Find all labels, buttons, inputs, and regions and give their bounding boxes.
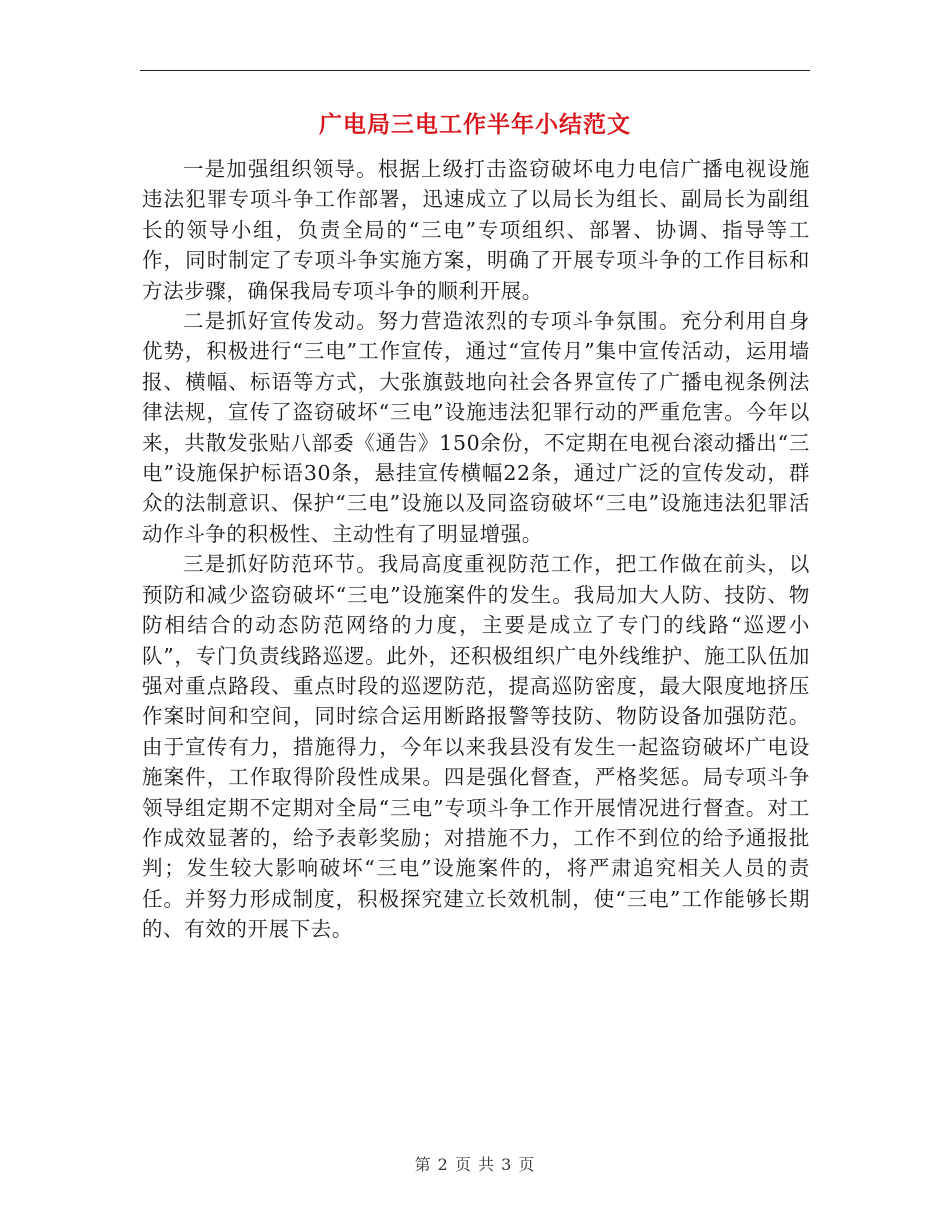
document-body: [142, 154, 810, 945]
page-number-footer: 第 2 页 共 3 页: [414, 1155, 536, 1174]
paragraph-publicity: 二是抓好宣传发动。努力营造浓烈的专项斗争氛围。充分利用自身优势，积极进行“三电”工作宣传，通过“宣传月”集中宣传活动，运用墙报、横幅、标语等方式，大张旗鼓地向社会各界宣传了广播电视条例法律法规，宣传了盗窃破坏“三电”设施违法犯罪行动的严重危害。今年以来，共散发张贴八部委《通告》150余份，不定期在电视台滚动播出“三电”设施保护标语30条，悬挂宣传横幅22条，通过广泛的宣传发动，群众的法制意识、保护“三电”设施以及同盗窃破坏“三电”设施违法犯罪活动作斗争的积极性、主动性有了明显增强。: [142, 309, 810, 546]
paragraph-organization: 一是加强组织领导。根据上级打击盗窃破坏电力电信广播电视设施违法犯罪专项斗争工作部署，迅速成立了以局长为组长、副局长为副组长的领导小组，负责全局的“三电”专项组织、部署、协调、指导等工作，同时制定了专项斗争实施方案，明确了开展专项斗争的工作目标和方法步骤，确保我局专项斗争的顺利开展。: [142, 157, 810, 303]
paragraph-prevention: 三是抓好防范环节。我局高度重视防范工作，把工作做在前头，以预防和减少盗窃破坏“三电”设施案件的发生。我局加大人防、技防、物防相结合的动态防范网络的力度，主要是成立了专门的线路“巡逻小队”，专门负责线路巡逻。此外，还积极组织广电外线维护、施工队伍加强对重点路段、重点时段的巡逻防范，提高巡防密度，最大限度地挤压作案时间和空间，同时综合运用断路报警等技防、物防设备加强防范。由于宣传有力，措施得力，今年以来我县没有发生一起盗窃破坏广电设施案件，工作取得阶段性成果。四是强化督查，严格奖惩。局专项斗争领导组定期不定期对全局“三电”专项斗争工作开展情况进行督查。对工作成效显著的，给予表彰奖励；对措施不力，工作不到位的给予通报批判；发生较大影响破坏“三电”设施案件的，将严肃追究相关人员的责任。并努力形成制度，积极探究建立长效机制，使“三电”工作能够长期的、有效的开展下去。: [142, 552, 810, 942]
header-rule: [140, 70, 810, 71]
document-title: 广电局三电工作半年小结范文: [319, 111, 631, 138]
